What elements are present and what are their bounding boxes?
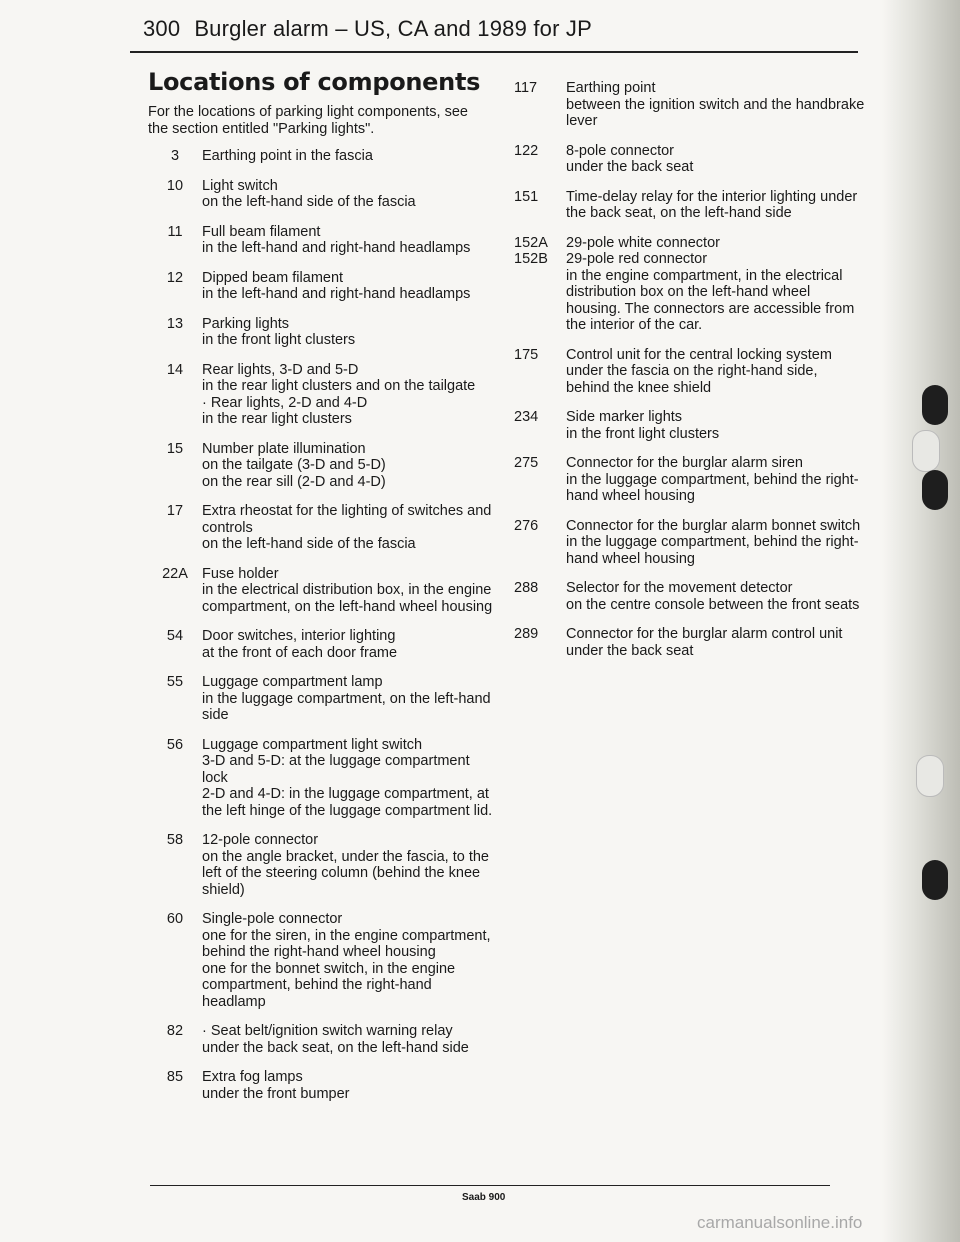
- description-line: Door switches, interior lighting: [202, 628, 396, 644]
- description-line: in the rear light clusters: [202, 411, 352, 427]
- component-description: [566, 80, 865, 130]
- component-description: [202, 148, 493, 165]
- component-number: 234: [514, 409, 539, 425]
- description-line: Rear lights, 3-D and 5-D: [202, 361, 359, 378]
- description-line: on the left-hand side of the fascia: [202, 536, 416, 552]
- description-line: in the luggage compartment, behind the right-hand wheel housing: [566, 534, 859, 567]
- description-line: Extra rheostat for the lighting of switches and controls: [202, 503, 492, 536]
- component-entry: [510, 518, 865, 568]
- description-line: 2-D and 4-D: in the luggage compartment, at the left hinge of the luggage compartment lid.: [202, 786, 493, 819]
- section-heading: Locations of components: [148, 68, 481, 96]
- description-line: between the ignition switch and the handbrake lever: [566, 96, 865, 129]
- description-line: in the rear light clusters and on the tailgate: [202, 378, 476, 394]
- component-entry: [148, 832, 493, 898]
- component-number: 82: [166, 1023, 184, 1039]
- watermark: carmanualsonline.info: [697, 1213, 863, 1232]
- component-number: 22A: [162, 565, 188, 582]
- description-line: on the tailgate (3-D and 5-D): [202, 457, 386, 473]
- component-number: 175: [514, 346, 539, 363]
- description-line: one for the siren, in the engine compartment, behind the right-hand wheel housing: [202, 927, 491, 960]
- component-number: 60: [166, 911, 184, 927]
- component-entry: [510, 189, 865, 222]
- component-description: [566, 409, 865, 442]
- description-line: in the engine compartment, in the electrical distribution box on the left-hand wheel housing. The connectors are accessible from the interior of the car.: [566, 267, 855, 333]
- description-line: Connector for the burglar alarm siren: [566, 455, 803, 471]
- component-entry: [148, 566, 493, 616]
- description-line: in the front light clusters: [202, 332, 356, 348]
- component-number: 17: [166, 503, 184, 519]
- description-line: Full beam filament: [202, 223, 321, 240]
- page-header: [143, 16, 592, 42]
- description-line: Light switch: [202, 177, 278, 194]
- component-entry: [148, 674, 493, 724]
- component-number: 56: [166, 736, 184, 753]
- component-entry: [148, 1023, 493, 1056]
- description-line: under the back seat, on the left-hand side: [202, 1039, 469, 1056]
- description-line: one for the bonnet switch, in the engine compartment, behind the right-hand headlamp: [202, 960, 456, 1010]
- description-line: Fuse holder: [202, 565, 279, 582]
- component-number: 54: [166, 628, 184, 644]
- footer-label: Saab 900: [462, 1192, 506, 1203]
- component-entry: [510, 143, 865, 176]
- component-description: [202, 1023, 493, 1056]
- description-line: Time-delay relay for the interior lighting under the back seat, on the left-hand side: [566, 188, 858, 221]
- component-description: [566, 235, 865, 334]
- description-line: Extra fog lamps: [202, 1069, 303, 1085]
- component-description: [202, 441, 493, 491]
- component-number: 122: [514, 142, 539, 159]
- page-header-title: Burgler alarm – US, CA and 1989 for JP: [194, 16, 592, 41]
- component-description: [566, 580, 865, 613]
- right-column: [510, 80, 865, 672]
- component-entry: [510, 80, 865, 130]
- component-description: [202, 628, 493, 661]
- binder-hole: [912, 430, 940, 472]
- description-line: Luggage compartment light switch: [202, 736, 423, 753]
- description-line: on the centre console between the front seats: [566, 596, 860, 613]
- component-entry: [510, 409, 865, 442]
- component-description: [566, 143, 865, 176]
- description-line: at the front of each door frame: [202, 644, 398, 661]
- description-line: Earthing point: [566, 80, 656, 96]
- component-entry: [510, 235, 865, 334]
- description-line: · Seat belt/ignition switch warning relay: [202, 1023, 453, 1039]
- component-number: 152A 152B: [514, 234, 548, 267]
- description-line: in the front light clusters: [566, 425, 720, 442]
- description-line: 8-pole connector: [566, 142, 675, 159]
- component-entry: [148, 224, 493, 257]
- description-line: under the back seat: [566, 159, 694, 175]
- left-column: [148, 68, 493, 1115]
- page-number: 300: [143, 16, 181, 41]
- component-number: 276: [514, 517, 539, 534]
- component-description: [202, 178, 493, 211]
- section-intro: For the locations of parking light components, see the section entitled "Parking lights".: [148, 104, 468, 137]
- description-line: Connector for the burglar alarm bonnet switch: [566, 517, 861, 534]
- binder-hole: [922, 470, 948, 510]
- description-line: · Rear lights, 2-D and 4-D: [202, 394, 368, 411]
- description-line: in the electrical distribution box, in the engine compartment, on the left-hand wheel housing: [202, 582, 493, 615]
- component-number: 15: [166, 440, 184, 457]
- component-number: 10: [166, 177, 184, 194]
- component-description: [566, 626, 865, 659]
- description-line: on the rear sill (2-D and 4-D): [202, 473, 386, 490]
- left-component-list: [148, 148, 493, 1102]
- description-line: in the left-hand and right-hand headlamps: [202, 240, 471, 256]
- page-binding-edge: [882, 0, 960, 1242]
- component-entry: [148, 316, 493, 349]
- binder-hole: [922, 860, 948, 900]
- component-number: 3: [170, 148, 180, 164]
- component-entry: [510, 455, 865, 505]
- component-description: [566, 455, 865, 505]
- component-number: 275: [514, 455, 539, 471]
- component-entry: [148, 1069, 493, 1102]
- component-number: 117: [514, 80, 538, 96]
- component-entry: [510, 347, 865, 397]
- description-line: Selector for the movement detector: [566, 580, 793, 596]
- description-line: Side marker lights: [566, 409, 683, 425]
- component-description: [202, 911, 493, 1010]
- component-entry: [148, 441, 493, 491]
- description-line: Single-pole connector: [202, 911, 343, 927]
- component-description: [202, 224, 493, 257]
- description-line: 12-pole connector: [202, 832, 319, 848]
- component-entry: [510, 626, 865, 659]
- component-entry: [148, 503, 493, 553]
- description-line: under the front bumper: [202, 1085, 350, 1102]
- component-number: 11: [167, 223, 183, 240]
- component-number: 58: [166, 832, 184, 848]
- description-line: Parking lights: [202, 315, 290, 332]
- component-description: [202, 503, 493, 553]
- component-description: [566, 518, 865, 568]
- description-line: in the luggage compartment, behind the right-hand wheel housing: [566, 471, 859, 504]
- component-number: 12: [166, 269, 184, 286]
- component-entry: [148, 270, 493, 303]
- description-line: on the angle bracket, under the fascia, to the left of the steering column (behind the knee shield): [202, 848, 489, 898]
- description-line: on the left-hand side of the fascia: [202, 194, 416, 210]
- description-line: Connector for the burglar alarm control unit under the back seat: [566, 626, 843, 659]
- right-component-list: [510, 80, 865, 659]
- component-description: [566, 189, 865, 222]
- component-description: [202, 270, 493, 303]
- component-number: 151: [514, 188, 539, 205]
- footer-rule: [150, 1185, 830, 1186]
- component-description: [202, 674, 493, 724]
- description-line: Control unit for the central locking system under the fascia on the right-hand side, behind the knee shield: [566, 346, 832, 396]
- component-entry: [148, 737, 493, 820]
- component-description: [202, 737, 493, 820]
- description-line: in the luggage compartment, on the left-hand side: [202, 690, 491, 723]
- description-line: Dipped beam filament: [202, 269, 344, 286]
- description-line: Number plate illumination: [202, 440, 366, 457]
- component-description: [202, 1069, 493, 1102]
- component-entry: [510, 580, 865, 613]
- component-description: [202, 316, 493, 349]
- component-description: [202, 832, 493, 898]
- component-entry: [148, 178, 493, 211]
- component-number: 14: [166, 361, 184, 378]
- component-description: [202, 362, 493, 428]
- binder-hole: [916, 755, 944, 797]
- component-description: [202, 566, 493, 616]
- description-line: 3-D and 5-D: at the luggage compartment lock: [202, 753, 470, 786]
- component-number: 13: [166, 315, 184, 332]
- description-line: Earthing point in the fascia: [202, 148, 373, 164]
- component-entry: [148, 628, 493, 661]
- description-line: 29-pole white connector: [566, 234, 720, 251]
- header-rule: [130, 51, 858, 53]
- component-number: 289: [514, 626, 539, 642]
- description-line: Luggage compartment lamp: [202, 674, 383, 690]
- description-line: in the left-hand and right-hand headlamps: [202, 286, 471, 302]
- component-entry: [148, 362, 493, 428]
- component-number: 55: [166, 674, 184, 690]
- component-number: 288: [514, 580, 539, 596]
- component-entry: [148, 148, 493, 165]
- binder-hole: [922, 385, 948, 425]
- description-line: 29-pole red connector: [566, 251, 708, 267]
- component-number: 85: [166, 1069, 184, 1085]
- component-description: [566, 347, 865, 397]
- component-entry: [148, 911, 493, 1010]
